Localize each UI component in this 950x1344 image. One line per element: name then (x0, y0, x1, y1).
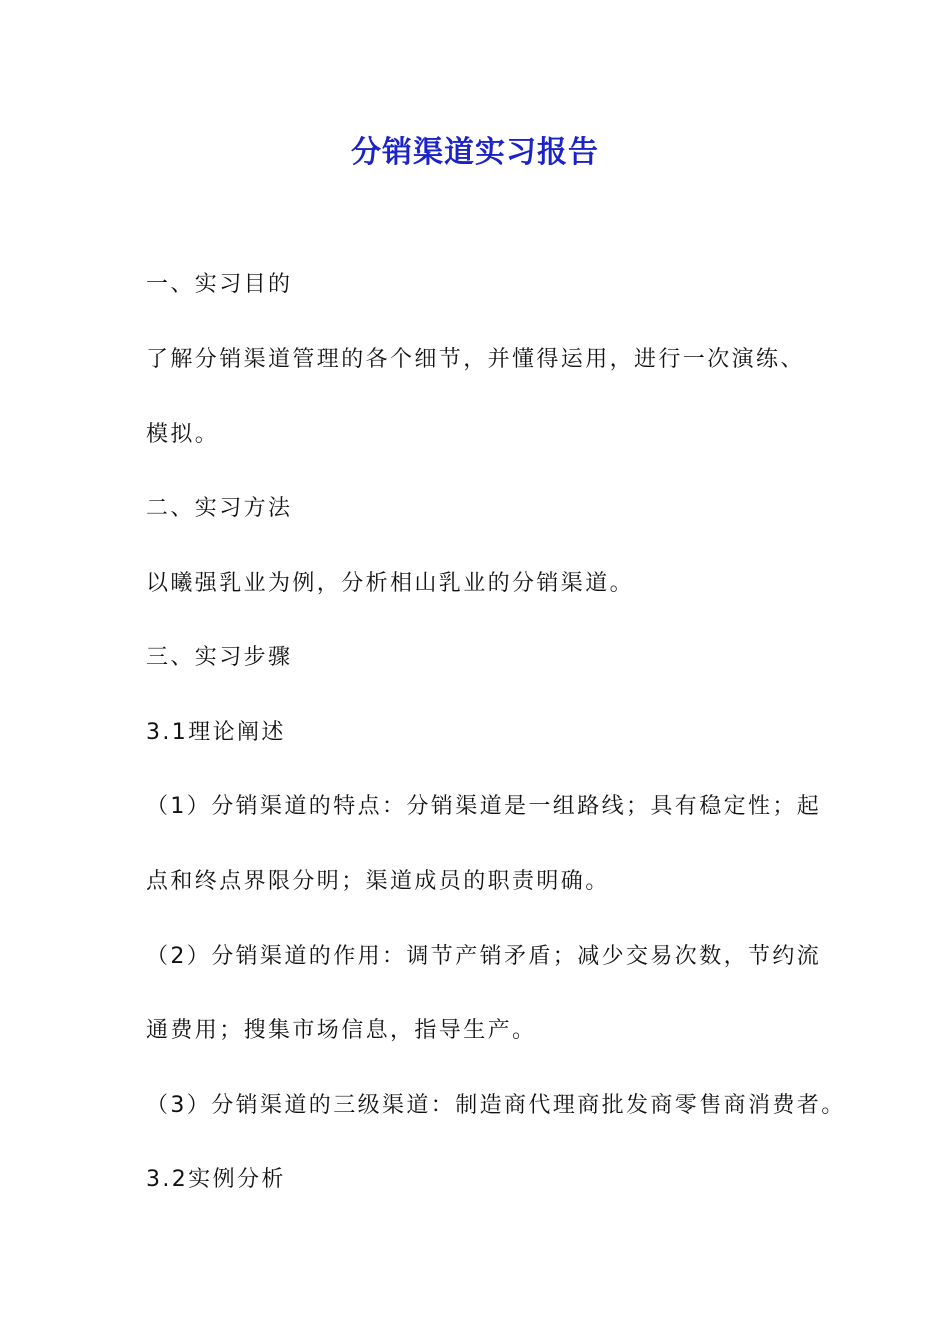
paragraph-line: 以曦强乳业为例，分析相山乳业的分销渠道。 (146, 571, 635, 596)
subsection-heading-theory: 3.1理论阐述 (146, 720, 286, 745)
paragraph-line: 通费用；搜集市场信息，指导生产。 (146, 1018, 537, 1043)
section-heading-method: 二、实习方法 (146, 496, 293, 521)
section-heading-purpose: 一、实习目的 (146, 272, 293, 297)
paragraph-line: 点和终点界限分明；渠道成员的职责明确。 (146, 869, 610, 894)
section-heading-steps: 三、实习步骤 (146, 645, 293, 670)
subsection-heading-case: 3.2实例分析 (146, 1167, 286, 1192)
paragraph-line: （3）分销渠道的三级渠道：制造商代理商批发商零售商消费者。 (146, 1093, 846, 1118)
document-title: 分销渠道实习报告 (351, 135, 599, 170)
paragraph-line: （2）分销渠道的作用：调节产销矛盾；减少交易次数，节约流 (146, 944, 822, 969)
paragraph-line: 模拟。 (146, 422, 220, 447)
paragraph-line: （1）分销渠道的特点：分销渠道是一组路线；具有稳定性；起 (146, 794, 822, 819)
paragraph-line: 了解分销渠道管理的各个细节，并懂得运用，进行一次演练、 (146, 347, 805, 372)
